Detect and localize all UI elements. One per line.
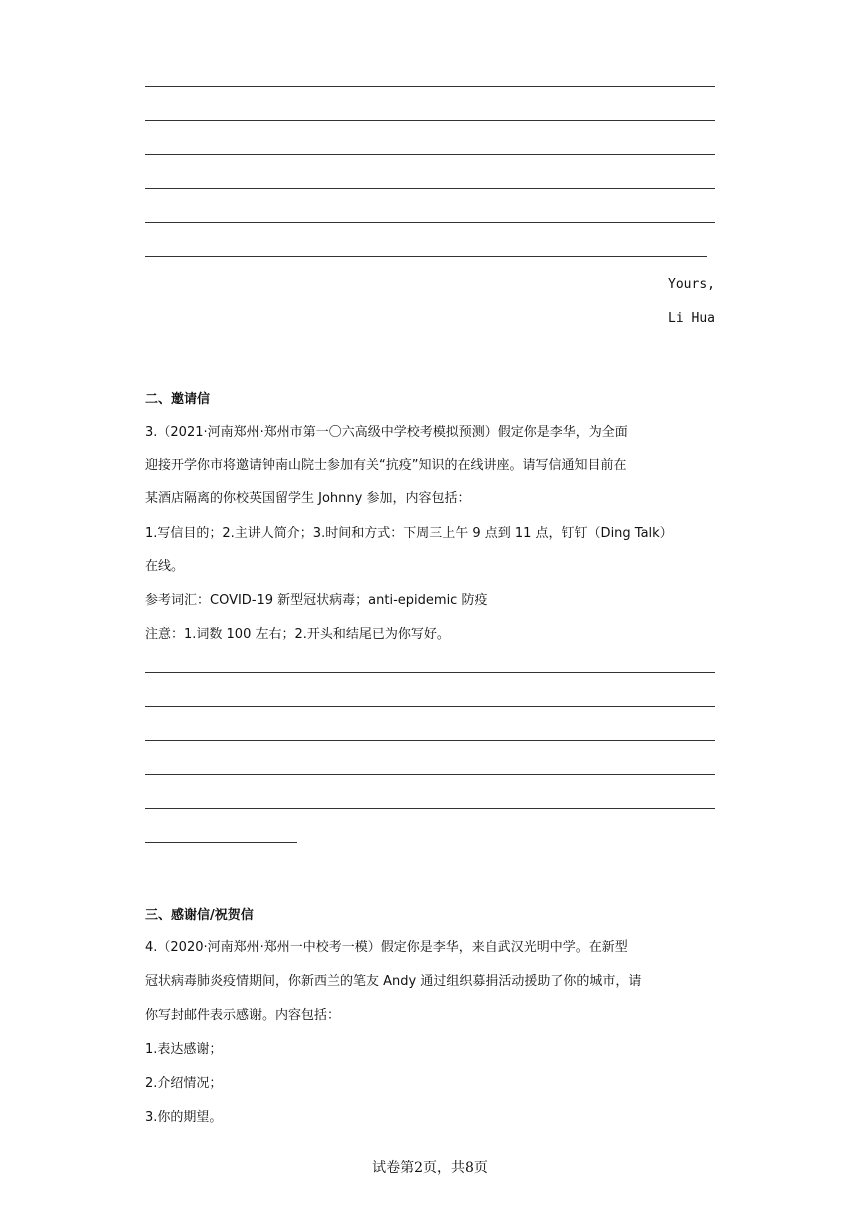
question-3-line: 迎接开学你市将邀请钟南山院士参加有关“抗疫”知识的在线讲座。请写信通知目前在	[145, 458, 627, 473]
answer-line[interactable]	[145, 86, 715, 87]
answer-line[interactable]	[145, 842, 297, 843]
answer-line[interactable]	[145, 808, 715, 809]
answer-line[interactable]	[145, 706, 715, 707]
question-3-line: 1.写信目的；2.主讲人简介；3.时间和方式：下周三上午 9 点到 11 点，钉钉（Ding Talk）	[145, 526, 673, 541]
answer-line[interactable]	[145, 672, 715, 673]
question-3-line: 在线。	[145, 559, 185, 574]
question-4-line: 2.介绍情况；	[145, 1076, 223, 1091]
question-4-line: 冠状病毒肺炎疫情期间，你新西兰的笔友 Andy 通过组织募捐活动援助了你的城市，请	[145, 974, 642, 989]
question-3-line: 某酒店隔离的你校英国留学生 Johnny 参加，内容包括：	[145, 491, 471, 506]
question-3-line: 注意：1.词数 100 左右；2.开头和结尾已为你写好。	[145, 627, 450, 642]
closing-name: Li Hua	[668, 311, 715, 326]
answer-line[interactable]	[145, 256, 707, 257]
question-3-line: 3.（2021·河南郑州·郑州市第一〇六高级中学校考模拟预测）假定你是李华，为全面	[145, 425, 628, 440]
answer-line[interactable]	[145, 188, 715, 189]
question-4-line: 你写封邮件表示感谢。内容包括：	[145, 1008, 341, 1023]
section-heading-thanks: 三、感谢信/祝贺信	[145, 908, 254, 923]
answer-line[interactable]	[145, 774, 715, 775]
section-heading-invitation: 二、邀请信	[145, 392, 211, 407]
answer-line[interactable]	[145, 120, 715, 121]
question-3-line: 参考词汇：COVID-19 新型冠状病毒；anti-epidemic 防疫	[145, 593, 488, 608]
question-4-line: 3.你的期望。	[145, 1110, 223, 1125]
page-footer: 试卷第2页，共8页	[372, 1160, 488, 1176]
closing-yours: Yours,	[668, 277, 715, 292]
question-4-line: 4.（2020·河南郑州·郑州一中校考一模）假定你是李华，来自武汉光明中学。在新型	[145, 940, 628, 955]
answer-line[interactable]	[145, 740, 715, 741]
answer-line[interactable]	[145, 154, 715, 155]
question-4-line: 1.表达感谢；	[145, 1042, 223, 1057]
answer-line[interactable]	[145, 222, 715, 223]
